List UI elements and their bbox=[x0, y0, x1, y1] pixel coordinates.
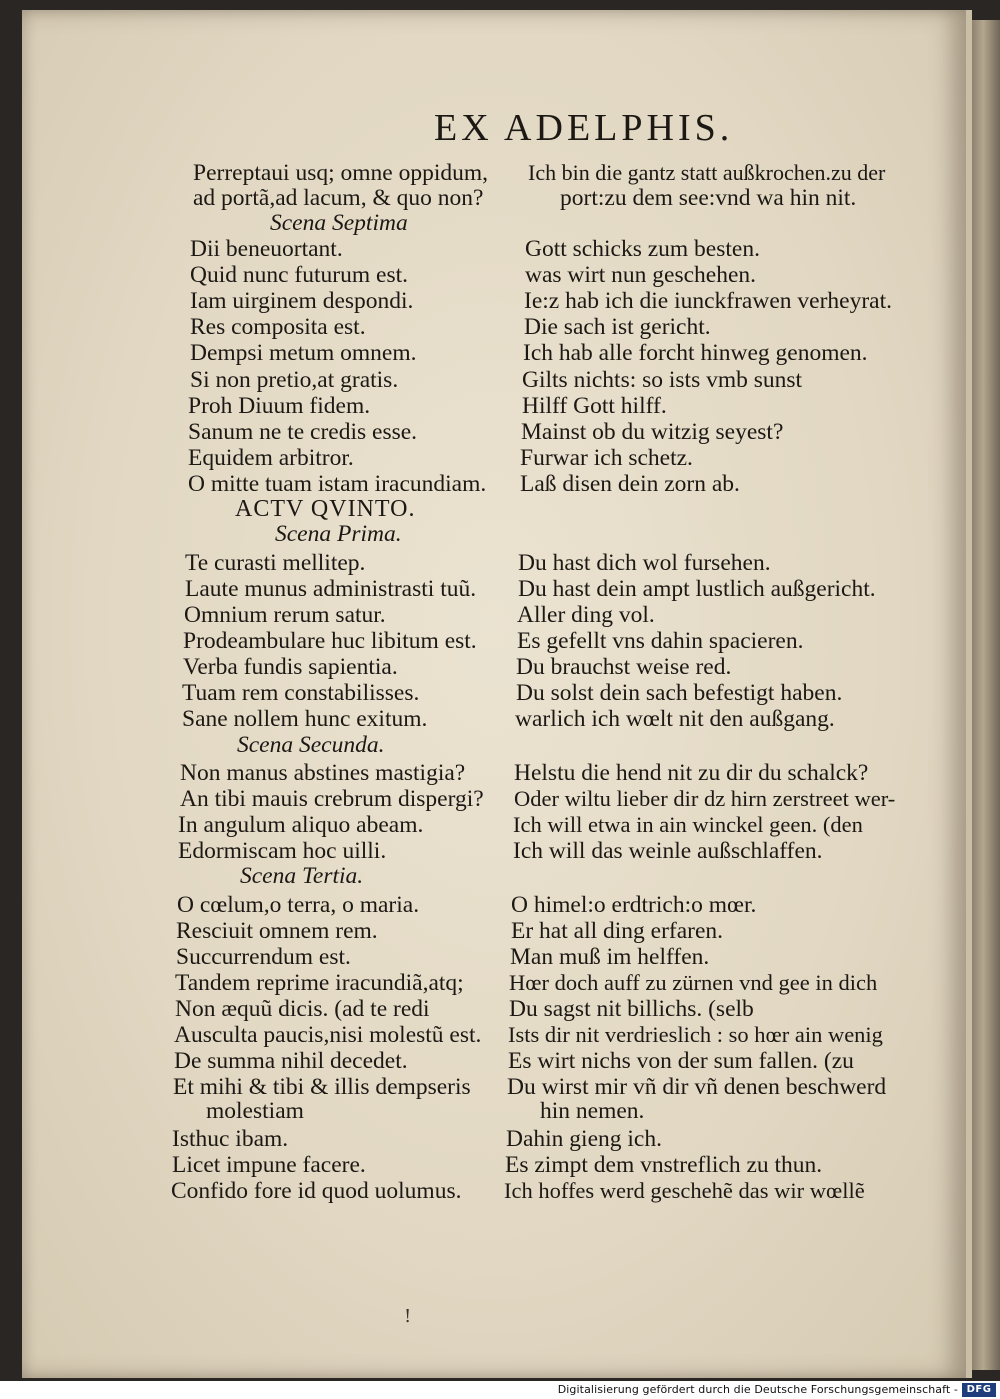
german-line: Ich hoffes werd geschehẽ das wir wœllẽ bbox=[504, 1178, 865, 1203]
german-line: warlich ich wœlt nit den außgang. bbox=[515, 706, 835, 732]
german-line: Ie:z hab ich die iunckfrawen verheyrat. bbox=[524, 288, 892, 314]
page-edge bbox=[972, 20, 1000, 1370]
german-line: Du brauchst weise red. bbox=[516, 654, 732, 680]
latin-line: Tuam rem constabilisses. bbox=[182, 680, 420, 706]
latin-line: Dempsi metum omnem. bbox=[190, 340, 417, 366]
german-line: Du sagst nit billichs. (selb bbox=[509, 996, 754, 1022]
latin-line: Res composita est. bbox=[190, 314, 366, 340]
latin-line: Perreptaui usq; omne oppidum, bbox=[193, 160, 489, 186]
latin-line: An tibi mauis crebrum dispergi? bbox=[180, 786, 484, 812]
german-line: Es wirt nichs von der sum fallen. (zu bbox=[508, 1048, 854, 1074]
latin-line: Dii beneuortant. bbox=[190, 236, 343, 262]
german-line: Furwar ich schetz. bbox=[520, 445, 693, 471]
latin-line: Prodeambulare huc libitum est. bbox=[183, 628, 477, 654]
latin-line: Non æquũ dicis. (ad te redi bbox=[175, 996, 430, 1022]
german-line: Ich will das weinle außschlaffen. bbox=[513, 838, 823, 864]
latin-line: Licet impune facere. bbox=[172, 1152, 366, 1178]
german-line: Man muß im helffen. bbox=[510, 944, 710, 970]
german-line: Helstu die hend nit zu dir du schalck? bbox=[514, 760, 869, 786]
latin-line: molestiam bbox=[206, 1098, 304, 1124]
german-line: port:zu dem see:vnd wa hin nit. bbox=[560, 185, 857, 211]
latin-line: O cœlum,o terra, o maria. bbox=[177, 892, 420, 918]
scene-heading: Scena Tertia. bbox=[240, 863, 364, 889]
german-line: Dahin gieng ich. bbox=[506, 1126, 662, 1152]
german-line: Gilts nichts: so ists vmb sunst bbox=[522, 367, 803, 393]
german-line: Die sach ist gericht. bbox=[524, 314, 711, 340]
german-line: Ich will etwa in ain winckel geen. (den bbox=[513, 812, 863, 837]
german-line: Gott schicks zum besten. bbox=[525, 236, 760, 262]
german-line: Aller ding vol. bbox=[517, 602, 655, 628]
german-line: Mainst ob du witzig seyest? bbox=[521, 419, 784, 445]
german-line: Hilff Gott hilff. bbox=[522, 393, 667, 419]
latin-line: In angulum aliquo abeam. bbox=[178, 812, 424, 838]
latin-line: Iam uirginem despondi. bbox=[190, 288, 414, 314]
latin-line: Laute munus administrasti tuũ. bbox=[185, 576, 477, 602]
latin-line: ad portã,ad lacum, & quo non? bbox=[193, 185, 484, 211]
scene-heading: Scena Septima bbox=[270, 210, 408, 236]
latin-line: Resciuit omnem rem. bbox=[176, 918, 378, 944]
latin-line: Ausculta paucis,nisi molestũ est. bbox=[174, 1022, 482, 1048]
german-line: Du wirst mir vñ dir vñ denen beschwerd bbox=[507, 1074, 887, 1100]
german-line: Ich hab alle forcht hinweg genomen. bbox=[523, 340, 868, 366]
latin-line: Sane nollem hunc exitum. bbox=[182, 706, 428, 732]
latin-line: Et mihi & tibi & illis dempseris bbox=[173, 1074, 471, 1100]
latin-line: Equidem arbitror. bbox=[188, 445, 354, 471]
german-line: hin nemen. bbox=[540, 1098, 645, 1124]
german-line: Oder wiltu lieber dir dz hirn zerstreet wer- bbox=[514, 786, 896, 811]
latin-line: Non manus abstines mastigia? bbox=[180, 760, 466, 786]
latin-line: Succurrendum est. bbox=[176, 944, 351, 970]
german-line: Es gefellt vns dahin spacieren. bbox=[517, 628, 804, 654]
page-mark: ! bbox=[404, 1306, 412, 1327]
german-line: Du hast dein ampt lustlich außgericht. bbox=[518, 576, 876, 602]
running-head: EX ADELPHIS. bbox=[434, 107, 734, 149]
german-line: Er hat all ding erfaren. bbox=[511, 918, 724, 944]
dfg-logo: DFG bbox=[962, 1383, 996, 1397]
latin-line: Omnium rerum satur. bbox=[184, 602, 386, 628]
german-line: O himel:o erdtrich:o mœr. bbox=[511, 892, 757, 918]
latin-line: Verba fundis sapientia. bbox=[183, 654, 398, 680]
german-line: Es zimpt dem vnstreflich zu thun. bbox=[505, 1152, 823, 1178]
latin-line: O mitte tuam istam iracundiam. bbox=[188, 471, 487, 497]
funding-credit: Digitalisierung gefördert durch die Deutsche Forschungsgemeinschaft - bbox=[557, 1383, 958, 1396]
german-line: was wirt nun geschehen. bbox=[525, 262, 757, 288]
german-line: Du solst dein sach befestigt haben. bbox=[516, 680, 843, 706]
latin-line: Edormiscam hoc uilli. bbox=[178, 838, 387, 864]
latin-line: Quid nunc futurum est. bbox=[190, 262, 408, 288]
latin-line: Te curasti mellitер. bbox=[185, 550, 366, 576]
act-heading: ACTV QVINTO. bbox=[235, 496, 416, 522]
latin-line: Proh Diuum fidem. bbox=[188, 393, 371, 419]
latin-line: Si non pretio,at gratis. bbox=[190, 367, 399, 393]
latin-line: De summa nihil decedet. bbox=[174, 1048, 408, 1074]
scene-heading: Scena Prima. bbox=[275, 521, 402, 547]
german-line: Ists dir nit verdrieslich : so hœr ain wenig bbox=[508, 1022, 883, 1047]
german-line: Laß disen dein zorn ab. bbox=[520, 471, 740, 497]
german-line: Hœr doch auff zu zürnen vnd gee in dich bbox=[509, 970, 878, 995]
latin-line: Tandem reprime iracundiã,atq; bbox=[175, 970, 464, 996]
latin-line: Isthuc ibam. bbox=[172, 1126, 289, 1152]
latin-line: Confido fore id quod uolumus. bbox=[171, 1178, 462, 1204]
german-line: Du hast dich wol fursehen. bbox=[518, 550, 771, 576]
scene-heading: Scena Secunda. bbox=[237, 732, 385, 758]
german-line: Ich bin die gantz statt außkrochen.zu der bbox=[528, 160, 886, 185]
latin-line: Sanum ne te credis esse. bbox=[188, 419, 418, 445]
